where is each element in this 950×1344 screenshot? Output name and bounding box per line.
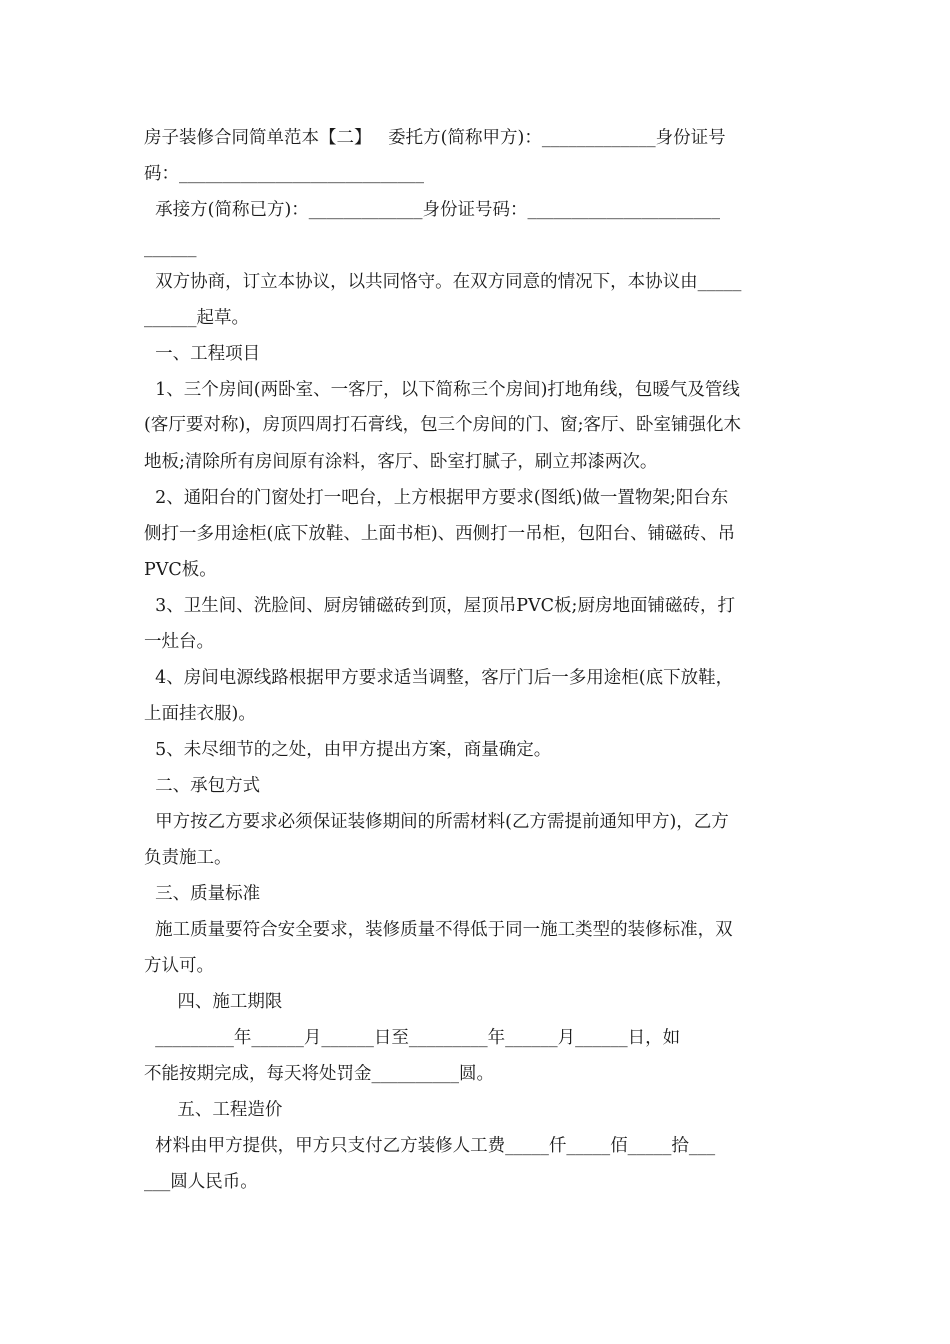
section-heading: 三、质量标准 [144, 884, 261, 904]
doc-line: ______起草。 [144, 308, 249, 328]
doc-line: 侧打一多用途柜(底下放鞋、上面书柜)、西侧打一吊柜，包阳台、铺磁砖、吊 [144, 524, 736, 544]
doc-line: 施工质量要符合安全要求，装修质量不得低于同一施工类型的装修标准，双 [144, 920, 733, 940]
doc-line: ______ [144, 238, 197, 258]
section-heading: 四、施工期限 [144, 992, 283, 1012]
doc-line: 地板;清除所有房间原有涂料，客厅、卧室打腻子，刷立邦漆两次。 [144, 452, 658, 472]
doc-line: (客厅要对称)，房顶四周打石膏线，包三个房间的门、窗;客厅、卧室铺强化木 [144, 415, 742, 435]
doc-line: 房子装修合同简单范本【二】 委托方(简称甲方)：_____________身份证号 [144, 128, 726, 148]
section-heading: 一、工程项目 [144, 344, 261, 364]
doc-line: ___圆人民币。 [144, 1172, 258, 1192]
doc-line: 一灶台。 [144, 632, 214, 652]
doc-line: 双方协商，订立本协议，以共同恪守。在双方同意的情况下，本协议由_____ [144, 272, 742, 292]
doc-line: 上面挂衣服)。 [144, 704, 256, 724]
doc-line: 材料由甲方提供，甲方只支付乙方装修人工费_____仟_____佰_____拾___ [144, 1136, 716, 1156]
doc-line: 码：____________________________ [144, 164, 424, 184]
doc-line: 甲方按乙方要求必须保证装修期间的所需材料(乙方需提前通知甲方)，乙方 [144, 812, 729, 832]
doc-line: 3、卫生间、洗脸间、厨房铺磁砖到顶，屋顶吊PVC板;厨房地面铺磁砖，打 [144, 596, 735, 616]
doc-line: 承接方(简称已方)：_____________身份证号码：______________________ [144, 200, 721, 220]
doc-line: 1、三个房间(两卧室、一客厅，以下简称三个房间)打地角线，包暖气及管线 [144, 380, 740, 400]
doc-line: _________年______月______日至_________年______月______日，如 [144, 1028, 681, 1048]
doc-line: 4、房间电源线路根据甲方要求适当调整，客厅门后一多用途柜(底下放鞋， [144, 668, 734, 688]
doc-line: 2、通阳台的门窗处打一吧台，上方根据甲方要求(图纸)做一置物架;阳台东 [144, 488, 729, 508]
doc-line: 负责施工。 [144, 848, 232, 868]
section-heading: 五、工程造价 [144, 1100, 283, 1120]
doc-line: 方认可。 [144, 956, 214, 976]
section-heading: 二、承包方式 [144, 776, 261, 796]
doc-line: 5、未尽细节的之处，由甲方提出方案，商量确定。 [144, 740, 552, 760]
doc-line: 不能按期完成，每天将处罚金__________圆。 [144, 1064, 494, 1084]
doc-line: PVC板。 [144, 560, 217, 580]
